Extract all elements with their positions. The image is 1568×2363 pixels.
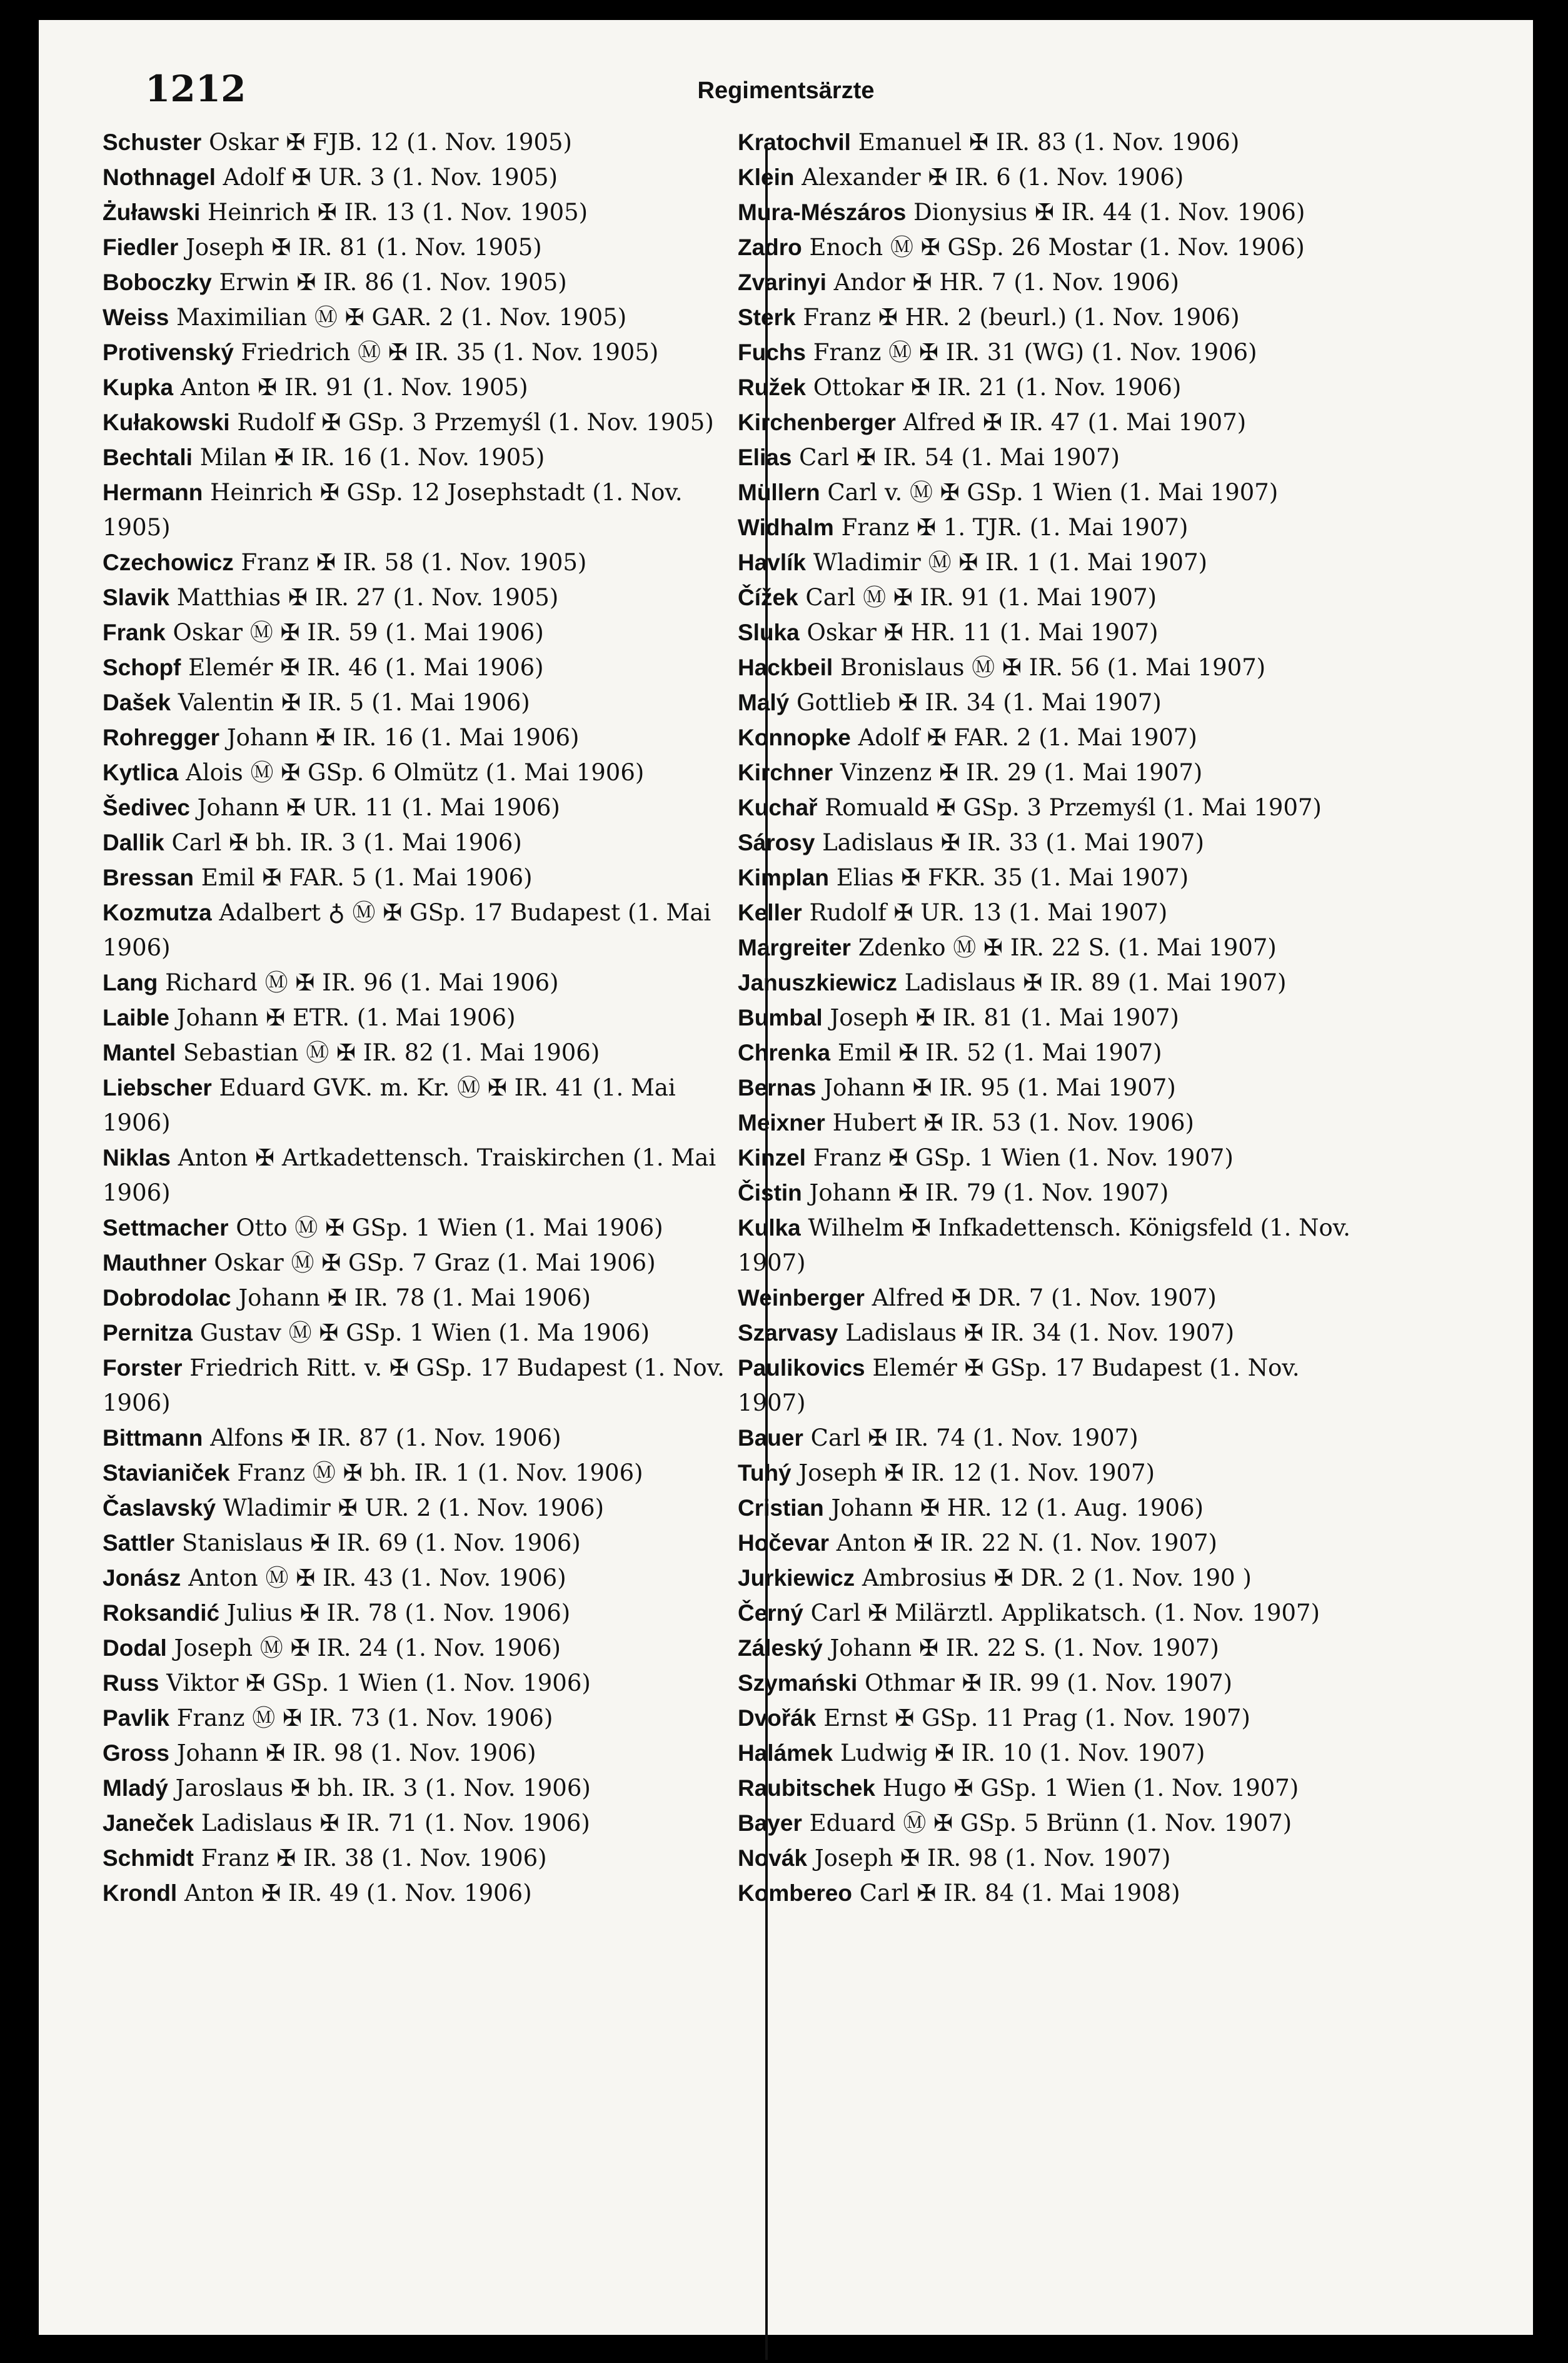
entry-details: Emanuel ✠ IR. 83 (1. Nov. 1906) bbox=[850, 129, 1240, 156]
entry-details: Alfred ✠ DR. 7 (1. Nov. 1907) bbox=[864, 1284, 1217, 1311]
entry-surname: Boboczky bbox=[103, 270, 212, 295]
entry-surname: Müllern bbox=[738, 480, 820, 505]
register-entry bbox=[103, 1246, 728, 1281]
register-entry bbox=[103, 160, 728, 195]
entry-details: Alfred ✠ IR. 47 (1. Mai 1907) bbox=[895, 409, 1247, 436]
register-entry bbox=[103, 1736, 728, 1771]
entry-surname: Kozmutza bbox=[103, 900, 212, 925]
entry-surname: Kytlica bbox=[103, 760, 179, 785]
entry-details: Viktor ✠ GSp. 1 Wien (1. Nov. 1906) bbox=[159, 1670, 591, 1696]
entry-surname: Mura-Mészáros bbox=[738, 199, 907, 225]
entry-details: Gottlieb ✠ IR. 34 (1. Mai 1907) bbox=[789, 689, 1162, 716]
register-entry bbox=[103, 965, 728, 1000]
register-entry bbox=[738, 1351, 1363, 1421]
entry-details: Oskar Ⓜ ✠ IR. 59 (1. Mai 1906) bbox=[165, 619, 544, 646]
entry-details: Oskar ✠ HR. 11 (1. Mai 1907) bbox=[799, 619, 1158, 646]
entry-details: Andor ✠ HR. 7 (1. Nov. 1906) bbox=[826, 269, 1180, 296]
entry-surname: Januszkiewicz bbox=[738, 970, 898, 995]
register-entry bbox=[738, 615, 1363, 650]
register-entry bbox=[103, 1806, 728, 1841]
entry-details: Alfons ✠ IR. 87 (1. Nov. 1906) bbox=[203, 1424, 561, 1451]
entry-details: Ludwig ✠ IR. 10 (1. Nov. 1907) bbox=[833, 1740, 1205, 1766]
register-entry bbox=[103, 1561, 728, 1596]
entry-details: Carl ✠ IR. 74 (1. Nov. 1907) bbox=[803, 1424, 1138, 1451]
entry-surname: Stavianiček bbox=[103, 1460, 230, 1486]
register-entry bbox=[738, 125, 1363, 160]
entry-surname: Kuchař bbox=[738, 795, 818, 820]
entry-surname: Liebscher bbox=[103, 1075, 212, 1101]
entry-details: Ladislaus ✠ IR. 34 (1. Nov. 1907) bbox=[838, 1319, 1235, 1346]
entry-details: Joseph ✠ IR. 12 (1. Nov. 1907) bbox=[791, 1459, 1155, 1486]
entry-details: Valentin ✠ IR. 5 (1. Mai 1906) bbox=[171, 689, 530, 716]
entry-surname: Elias bbox=[738, 445, 792, 470]
entry-surname: Schopf bbox=[103, 655, 181, 680]
entry-surname: Margreiter bbox=[738, 935, 851, 960]
entry-details: Emil ✠ IR. 52 (1. Mai 1907) bbox=[830, 1039, 1162, 1066]
entry-surname: Krondl bbox=[103, 1880, 178, 1906]
entry-details: Johann ✠ IR. 79 (1. Nov. 1907) bbox=[802, 1179, 1169, 1206]
register-entry bbox=[738, 580, 1363, 615]
register-entry bbox=[103, 1000, 728, 1035]
register-entry bbox=[738, 825, 1363, 860]
entry-details: Zdenko Ⓜ ✠ IR. 22 S. (1. Mai 1907) bbox=[850, 934, 1277, 961]
entry-surname: Paulikovics bbox=[738, 1355, 865, 1381]
entry-surname: Klein bbox=[738, 164, 795, 190]
register-entry bbox=[103, 1071, 728, 1141]
entry-details: Johann ✠ HR. 12 (1. Aug. 1906) bbox=[823, 1494, 1204, 1521]
entry-details: Heinrich ✠ IR. 13 (1. Nov. 1905) bbox=[200, 199, 588, 226]
page-number: 1212 bbox=[145, 68, 246, 110]
register-entry bbox=[103, 1421, 728, 1456]
register-entry bbox=[738, 1000, 1363, 1035]
register-entry bbox=[738, 1491, 1363, 1526]
entry-details: Matthias ✠ IR. 27 (1. Nov. 1905) bbox=[169, 584, 559, 611]
register-entry bbox=[103, 650, 728, 685]
register-entry bbox=[738, 860, 1363, 895]
entry-surname: Konnopke bbox=[738, 725, 851, 750]
entry-details: Friedrich Ⓜ ✠ IR. 35 (1. Nov. 1905) bbox=[233, 339, 659, 366]
left-column bbox=[103, 125, 728, 1911]
entry-details: Wilhelm ✠ Infkadettensch. Königsfeld (1. Nov. 1907) bbox=[738, 1214, 1351, 1276]
entry-details: Ladislaus ✠ IR. 71 (1. Nov. 1906) bbox=[194, 1810, 590, 1836]
register-entry bbox=[738, 1421, 1363, 1456]
register-entry bbox=[738, 1736, 1363, 1771]
register-entry bbox=[103, 580, 728, 615]
entry-surname: Bernas bbox=[738, 1075, 817, 1101]
entry-details: Romuald ✠ GSp. 3 Przemyśl (1. Mai 1907) bbox=[817, 794, 1322, 821]
entry-surname: Schuster bbox=[103, 129, 202, 155]
register-entry bbox=[738, 1071, 1363, 1106]
register-entry bbox=[738, 1035, 1363, 1071]
entry-surname: Malý bbox=[738, 690, 790, 715]
register-entry bbox=[738, 1561, 1363, 1596]
entry-surname: Schmidt bbox=[103, 1845, 194, 1871]
register-entry bbox=[738, 685, 1363, 720]
entry-details: Johann ✠ IR. 16 (1. Mai 1906) bbox=[219, 724, 580, 751]
entry-surname: Čistin bbox=[738, 1180, 802, 1206]
entry-surname: Mladý bbox=[103, 1775, 168, 1801]
register-entry bbox=[103, 790, 728, 825]
entry-details: Wladimir ✠ UR. 2 (1. Nov. 1906) bbox=[216, 1494, 605, 1521]
entry-details: Ladislaus ✠ IR. 33 (1. Mai 1907) bbox=[815, 829, 1205, 856]
entry-details: Milan ✠ IR. 16 (1. Nov. 1905) bbox=[192, 444, 545, 471]
entry-surname: Sterk bbox=[738, 305, 796, 330]
entry-surname: Nothnagel bbox=[103, 164, 216, 190]
register-entry bbox=[738, 1631, 1363, 1666]
entry-details: Franz Ⓜ ✠ IR. 73 (1. Nov. 1906) bbox=[169, 1705, 553, 1731]
entry-surname: Jurkiewicz bbox=[738, 1565, 855, 1591]
entry-details: Heinrich ✠ GSp. 12 Josephstadt (1. Nov. 1905) bbox=[103, 479, 683, 541]
right-column bbox=[738, 125, 1363, 1911]
entry-surname: Kupka bbox=[103, 375, 174, 400]
entry-surname: Cristian bbox=[738, 1495, 824, 1521]
register-entry bbox=[103, 1876, 728, 1911]
entry-details: Franz Ⓜ ✠ bh. IR. 1 (1. Nov. 1906) bbox=[229, 1459, 643, 1486]
entry-surname: Lang bbox=[103, 970, 158, 995]
entry-details: Anton ✠ Artkadettensch. Traiskirchen (1. Mai 1906) bbox=[103, 1144, 716, 1206]
entry-surname: Settmacher bbox=[103, 1215, 229, 1241]
entry-surname: Ružek bbox=[738, 375, 806, 400]
register-entry bbox=[738, 755, 1363, 790]
entry-details: Franz ✠ GSp. 1 Wien (1. Nov. 1907) bbox=[805, 1144, 1234, 1171]
register-entry bbox=[738, 370, 1363, 405]
register-entry bbox=[103, 1316, 728, 1351]
register-entry bbox=[103, 300, 728, 335]
register-entry bbox=[738, 895, 1363, 930]
register-entry bbox=[738, 265, 1363, 300]
register-entry bbox=[103, 1526, 728, 1561]
register-entry bbox=[103, 1035, 728, 1071]
register-entry bbox=[738, 405, 1363, 440]
register-entry bbox=[103, 370, 728, 405]
entry-surname: Kułakowski bbox=[103, 410, 230, 435]
register-entry bbox=[103, 125, 728, 160]
entry-details: Joseph ✠ IR. 81 (1. Mai 1907) bbox=[822, 1004, 1179, 1031]
entry-surname: Widhalm bbox=[738, 515, 834, 540]
entry-surname: Kirchner bbox=[738, 760, 833, 785]
entry-details: Johann ✠ IR. 78 (1. Mai 1906) bbox=[231, 1284, 591, 1311]
register-entry bbox=[738, 930, 1363, 965]
entry-surname: Janeček bbox=[103, 1810, 194, 1836]
entry-details: Vinzenz ✠ IR. 29 (1. Mai 1907) bbox=[833, 759, 1203, 786]
entry-surname: Časlavský bbox=[103, 1495, 216, 1521]
entry-details: Elias ✠ FKR. 35 (1. Mai 1907) bbox=[828, 864, 1189, 891]
entry-surname: Hermann bbox=[103, 480, 203, 505]
entry-surname: Roksandić bbox=[103, 1600, 220, 1626]
entry-details: Anton ✠ IR. 91 (1. Nov. 1905) bbox=[173, 374, 528, 401]
register-entry bbox=[103, 1596, 728, 1631]
register-entry bbox=[738, 790, 1363, 825]
entry-details: Adalbert ♁ Ⓜ ✠ GSp. 17 Budapest (1. Mai 1906) bbox=[103, 899, 711, 961]
register-entry bbox=[103, 1211, 728, 1246]
entry-details: Ambrosius ✠ DR. 2 (1. Nov. 190 ) bbox=[855, 1564, 1252, 1591]
entry-surname: Pernitza bbox=[103, 1320, 193, 1346]
entry-surname: Gross bbox=[103, 1740, 169, 1766]
entry-details: Franz ✠ HR. 2 (beurl.) (1. Nov. 1906) bbox=[795, 304, 1240, 331]
entry-surname: Havlík bbox=[738, 550, 807, 575]
register-entry bbox=[103, 405, 728, 440]
entry-surname: Záleský bbox=[738, 1635, 823, 1661]
entry-surname: Szarvasy bbox=[738, 1320, 838, 1346]
entry-details: Joseph ✠ IR. 81 (1. Nov. 1905) bbox=[178, 234, 542, 261]
register-entry bbox=[103, 545, 728, 580]
register-entry bbox=[103, 1701, 728, 1736]
register-entry bbox=[738, 440, 1363, 475]
register-entry bbox=[103, 1456, 728, 1491]
entry-surname: Slavik bbox=[103, 585, 169, 610]
register-entry bbox=[103, 195, 728, 230]
entry-details: Eduard GVK. m. Kr. Ⓜ ✠ IR. 41 (1. Mai 1906) bbox=[103, 1074, 676, 1136]
register-entry bbox=[738, 1666, 1363, 1701]
entry-details: Joseph Ⓜ ✠ IR. 24 (1. Nov. 1906) bbox=[166, 1635, 561, 1661]
entry-details: Otto Ⓜ ✠ GSp. 1 Wien (1. Mai 1906) bbox=[228, 1214, 663, 1241]
register-entry bbox=[103, 335, 728, 370]
entry-details: Johann ✠ UR. 11 (1. Mai 1906) bbox=[189, 794, 560, 821]
entry-details: Joseph ✠ IR. 98 (1. Nov. 1907) bbox=[807, 1845, 1171, 1872]
entry-surname: Russ bbox=[103, 1670, 159, 1696]
register-entry bbox=[103, 860, 728, 895]
register-entry bbox=[103, 1666, 728, 1701]
register-entry bbox=[738, 510, 1363, 545]
entry-details: Oskar Ⓜ ✠ GSp. 7 Graz (1. Mai 1906) bbox=[206, 1249, 656, 1276]
register-entry bbox=[738, 1141, 1363, 1176]
register-entry bbox=[103, 265, 728, 300]
entry-details: Maximilian Ⓜ ✠ GAR. 2 (1. Nov. 1905) bbox=[169, 304, 627, 331]
entry-surname: Fuchs bbox=[738, 340, 806, 365]
register-entry bbox=[103, 755, 728, 790]
entry-details: Carl ✠ IR. 54 (1. Mai 1907) bbox=[792, 444, 1120, 471]
entry-details: Ottokar ✠ IR. 21 (1. Nov. 1906) bbox=[805, 374, 1182, 401]
entry-surname: Bumbal bbox=[738, 1005, 823, 1030]
entry-surname: Keller bbox=[738, 900, 802, 925]
register-entry bbox=[103, 1491, 728, 1526]
entry-details: Richard Ⓜ ✠ IR. 96 (1. Mai 1906) bbox=[158, 969, 559, 996]
entry-surname: Halámek bbox=[738, 1740, 833, 1766]
entry-surname: Dallik bbox=[103, 830, 164, 855]
register-entry bbox=[103, 1841, 728, 1876]
entry-surname: Meixner bbox=[738, 1110, 825, 1136]
entry-surname: Kimplan bbox=[738, 865, 829, 890]
entry-surname: Tuhý bbox=[738, 1460, 792, 1486]
register-entry bbox=[103, 1631, 728, 1666]
entry-details: Franz Ⓜ ✠ IR. 31 (WG) (1. Nov. 1906) bbox=[805, 339, 1257, 366]
entry-surname: Rohregger bbox=[103, 725, 220, 750]
register-entry bbox=[103, 685, 728, 720]
entry-details: Adolf ✠ FAR. 2 (1. Mai 1907) bbox=[850, 724, 1197, 751]
register-entry bbox=[738, 1176, 1363, 1211]
entry-surname: Raubitschek bbox=[738, 1775, 876, 1801]
entry-surname: Mantel bbox=[103, 1040, 176, 1066]
entry-details: Elemér ✠ GSp. 17 Budapest (1. Nov. 1907) bbox=[738, 1354, 1300, 1416]
entry-details: Bronislaus Ⓜ ✠ IR. 56 (1. Mai 1907) bbox=[833, 654, 1266, 681]
register-entry bbox=[103, 475, 728, 545]
register-entry bbox=[738, 965, 1363, 1000]
entry-surname: Bauer bbox=[738, 1425, 803, 1451]
register-entry bbox=[103, 1771, 728, 1806]
entry-details: Wladimir Ⓜ ✠ IR. 1 (1. Mai 1907) bbox=[806, 549, 1208, 576]
entry-surname: Sárosy bbox=[738, 830, 815, 855]
entry-details: Carl ✠ Milärztl. Applikatsch. (1. Nov. 1907) bbox=[803, 1600, 1320, 1626]
entry-surname: Szymański bbox=[738, 1670, 858, 1696]
entry-details: Ernst ✠ GSp. 11 Prag (1. Nov. 1907) bbox=[816, 1705, 1250, 1731]
entry-details: Rudolf ✠ GSp. 3 Przemyśl (1. Nov. 1905) bbox=[229, 409, 714, 436]
entry-surname: Protivenský bbox=[103, 340, 234, 365]
entry-surname: Bechtali bbox=[103, 445, 193, 470]
entry-details: Johann ✠ ETR. (1. Mai 1906) bbox=[169, 1004, 516, 1031]
entry-surname: Mauthner bbox=[103, 1250, 207, 1276]
entry-details: Emil ✠ FAR. 5 (1. Mai 1906) bbox=[194, 864, 533, 891]
entry-details: Hugo ✠ GSp. 1 Wien (1. Nov. 1907) bbox=[875, 1775, 1299, 1801]
entry-details: Anton ✠ IR. 49 (1. Nov. 1906) bbox=[177, 1880, 532, 1907]
register-entry bbox=[103, 720, 728, 755]
entry-surname: Fiedler bbox=[103, 234, 179, 260]
entry-surname: Zadro bbox=[738, 234, 802, 260]
entry-surname: Chrenka bbox=[738, 1040, 831, 1066]
entry-surname: Hackbeil bbox=[738, 655, 833, 680]
entry-surname: Kinzel bbox=[738, 1145, 806, 1171]
register-entry bbox=[103, 1141, 728, 1211]
entry-details: Alexander ✠ IR. 6 (1. Nov. 1906) bbox=[794, 164, 1184, 191]
entry-surname: Šedivec bbox=[103, 795, 190, 820]
entry-details: Franz ✠ IR. 58 (1. Nov. 1905) bbox=[233, 549, 587, 576]
entry-surname: Bayer bbox=[738, 1810, 802, 1836]
register-entry bbox=[103, 230, 728, 265]
entry-surname: Zvarinyi bbox=[738, 270, 827, 295]
register-entry bbox=[738, 720, 1363, 755]
entry-details: Hubert ✠ IR. 53 (1. Nov. 1906) bbox=[825, 1109, 1194, 1136]
entry-details: Jaroslaus ✠ bh. IR. 3 (1. Nov. 1906) bbox=[168, 1775, 591, 1801]
entry-details: Franz ✠ 1. TJR. (1. Mai 1907) bbox=[833, 514, 1189, 541]
entry-surname: Sluka bbox=[738, 620, 800, 645]
entry-details: Anton ✠ IR. 22 N. (1. Nov. 1907) bbox=[829, 1529, 1217, 1556]
register-entry bbox=[738, 1596, 1363, 1631]
entry-details: Gustav Ⓜ ✠ GSp. 1 Wien (1. Ma 1906) bbox=[192, 1319, 650, 1346]
entry-surname: Kombereo bbox=[738, 1880, 852, 1906]
register-entry bbox=[103, 440, 728, 475]
entry-surname: Kirchenberger bbox=[738, 410, 896, 435]
entry-surname: Sattler bbox=[103, 1530, 175, 1556]
register-entry bbox=[738, 475, 1363, 510]
entry-surname: Čížek bbox=[738, 585, 798, 610]
register-entry bbox=[738, 1841, 1363, 1876]
entry-surname: Dašek bbox=[103, 690, 171, 715]
entry-details: Eduard Ⓜ ✠ GSp. 5 Brünn (1. Nov. 1907) bbox=[802, 1810, 1292, 1836]
register-entry bbox=[738, 300, 1363, 335]
register-entry bbox=[738, 1456, 1363, 1491]
register-entry bbox=[738, 1106, 1363, 1141]
entry-details: Ladislaus ✠ IR. 89 (1. Mai 1907) bbox=[897, 969, 1287, 996]
register-entry bbox=[738, 195, 1363, 230]
entry-details: Oskar ✠ FJB. 12 (1. Nov. 1905) bbox=[201, 129, 572, 156]
register-entry bbox=[103, 1281, 728, 1316]
register-entry bbox=[738, 160, 1363, 195]
entry-details: Johann ✠ IR. 98 (1. Nov. 1906) bbox=[169, 1740, 536, 1766]
entry-surname: Bittmann bbox=[103, 1425, 203, 1451]
entry-details: Carl ✠ bh. IR. 3 (1. Mai 1906) bbox=[164, 829, 522, 856]
entry-surname: Forster bbox=[103, 1355, 183, 1381]
entry-surname: Dobrodolac bbox=[103, 1285, 231, 1311]
entry-surname: Novák bbox=[738, 1845, 808, 1871]
entry-details: Carl v. Ⓜ ✠ GSp. 1 Wien (1. Mai 1907) bbox=[820, 479, 1279, 506]
entry-surname: Hočevar bbox=[738, 1530, 830, 1556]
entry-surname: Weinberger bbox=[738, 1285, 865, 1311]
register-entry bbox=[738, 650, 1363, 685]
entry-surname: Żuławski bbox=[103, 199, 201, 225]
entry-details: Friedrich Ritt. v. ✠ GSp. 17 Budapest (1. Nov. 1906) bbox=[103, 1354, 725, 1416]
entry-details: Dionysius ✠ IR. 44 (1. Nov. 1906) bbox=[906, 199, 1305, 226]
entry-details: Stanislaus ✠ IR. 69 (1. Nov. 1906) bbox=[174, 1529, 581, 1556]
entry-details: Johann ✠ IR. 95 (1. Mai 1907) bbox=[816, 1074, 1176, 1101]
entry-surname: Kratochvil bbox=[738, 129, 851, 155]
entry-surname: Kulka bbox=[738, 1215, 801, 1241]
entry-details: Alois Ⓜ ✠ GSp. 6 Olmütz (1. Mai 1906) bbox=[178, 759, 645, 786]
entry-details: Rudolf ✠ UR. 13 (1. Mai 1907) bbox=[802, 899, 1168, 926]
entry-details: Erwin ✠ IR. 86 (1. Nov. 1905) bbox=[211, 269, 567, 296]
register-entry bbox=[738, 545, 1363, 580]
entry-details: Othmar ✠ IR. 99 (1. Nov. 1907) bbox=[857, 1670, 1233, 1696]
register-entry bbox=[738, 1806, 1363, 1841]
register-entry bbox=[103, 895, 728, 965]
entry-surname: Dodal bbox=[103, 1635, 167, 1661]
register-entry bbox=[738, 1211, 1363, 1281]
register-entry bbox=[738, 1526, 1363, 1561]
entry-details: Franz ✠ IR. 38 (1. Nov. 1906) bbox=[193, 1845, 547, 1872]
entry-surname: Laible bbox=[103, 1005, 169, 1030]
running-head: Regimentsärzte bbox=[697, 78, 875, 104]
register-entry bbox=[103, 615, 728, 650]
entry-surname: Dvořák bbox=[738, 1705, 817, 1731]
entry-surname: Niklas bbox=[103, 1145, 171, 1171]
entry-details: Sebastian Ⓜ ✠ IR. 82 (1. Mai 1906) bbox=[176, 1039, 600, 1066]
register-entry bbox=[738, 1876, 1363, 1911]
register-entry bbox=[738, 1281, 1363, 1316]
entry-surname: Czechowicz bbox=[103, 550, 234, 575]
entry-details: Johann ✠ IR. 22 S. (1. Nov. 1907) bbox=[822, 1635, 1219, 1661]
register-entry bbox=[103, 825, 728, 860]
entry-surname: Frank bbox=[103, 620, 166, 645]
entry-surname: Pavlik bbox=[103, 1705, 169, 1731]
entry-surname: Weiss bbox=[103, 305, 169, 330]
entry-surname: Jonász bbox=[103, 1565, 181, 1591]
entry-surname: Černý bbox=[738, 1600, 803, 1626]
entry-details: Adolf ✠ UR. 3 (1. Nov. 1905) bbox=[215, 164, 558, 191]
entry-details: Carl Ⓜ ✠ IR. 91 (1. Mai 1907) bbox=[798, 584, 1157, 611]
entry-details: Julius ✠ IR. 78 (1. Nov. 1906) bbox=[219, 1600, 571, 1626]
register-entry bbox=[738, 1771, 1363, 1806]
entry-details: Anton Ⓜ ✠ IR. 43 (1. Nov. 1906) bbox=[181, 1564, 566, 1591]
entry-details: Elemér ✠ IR. 46 (1. Mai 1906) bbox=[181, 654, 544, 681]
register-entry bbox=[738, 230, 1363, 265]
register-entry bbox=[738, 1316, 1363, 1351]
register-entry bbox=[103, 1351, 728, 1421]
register-entry bbox=[738, 335, 1363, 370]
entry-surname: Bressan bbox=[103, 865, 194, 890]
register-entry bbox=[738, 1701, 1363, 1736]
entry-details: Carl ✠ IR. 84 (1. Mai 1908) bbox=[852, 1880, 1180, 1907]
entry-details: Enoch Ⓜ ✠ GSp. 26 Mostar (1. Nov. 1906) bbox=[802, 234, 1305, 261]
